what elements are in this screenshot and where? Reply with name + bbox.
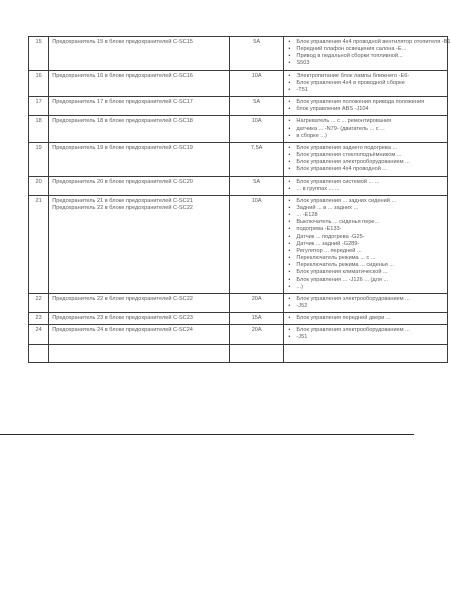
fuse-number: 16: [29, 70, 49, 96]
consumer-item: • Блок управления электрооборудованием ...: [296, 159, 444, 166]
consumer-item: • ...): [296, 284, 444, 291]
consumer-item: • Блок управления ... задних сидений ...: [296, 198, 444, 205]
consumer-item: • Блок управления ... -J126 ... (для ...: [296, 277, 444, 284]
fuse-amperage: 7,5A: [229, 142, 284, 176]
fuse-amperage: 10A: [229, 195, 284, 293]
fuse-number: 17: [29, 97, 49, 116]
consumer-item: • Блок управления положения привода положения: [296, 99, 444, 106]
consumer-item: • Блок управления электрооборудованием ...: [296, 327, 444, 334]
fuse-amperage: 20A: [229, 325, 284, 344]
consumer-item: • датчика ... -N79- (двигатель ... с ...: [296, 126, 444, 133]
fuse-consumers: [284, 37, 451, 71]
consumer-item: • Блок управления электрооборудованием ...: [296, 296, 444, 303]
consumer-list: [287, 315, 444, 322]
consumer-item: • Привод в педальной сборки топливной...: [296, 53, 444, 60]
fuse-consumers: [284, 176, 448, 195]
fuse-consumers: [284, 142, 448, 176]
consumer-item: • S503: [296, 60, 444, 67]
fuse-number: 19: [29, 142, 49, 176]
consumer-list: [287, 179, 444, 193]
table-row: [29, 142, 448, 176]
consumer-item: • Блок управления системой ... ...: [296, 179, 444, 186]
empty-cell: [49, 344, 230, 362]
fuse-number: 23: [29, 313, 49, 325]
fuse-description: Предохранитель 18 в блоке предохранителей C-SC18: [49, 116, 230, 142]
empty-cell: [229, 344, 284, 362]
fuse-table: [28, 36, 451, 363]
consumer-item: • ... в группах ... ...: [296, 186, 444, 193]
consumer-item: • Блок управления 4x4 проводной вентилятор отопителя -B1: [296, 39, 444, 46]
consumer-item: • Передний плафон освещения салона -E...: [296, 46, 444, 53]
table-row: [29, 176, 448, 195]
table-row: [29, 70, 448, 96]
consumer-list: [287, 73, 444, 94]
consumer-item: • в сборке ...): [296, 133, 444, 140]
page-divider-rule: [0, 434, 414, 435]
fuse-consumers: [284, 195, 448, 293]
consumer-list: [287, 118, 444, 139]
fuse-number: 15: [29, 37, 49, 71]
consumer-item: • ... -E128: [296, 212, 444, 219]
fuse-description: Предохранитель 17 в блоке предохранителей C-SC17: [49, 97, 230, 116]
fuse-table-body: [29, 37, 451, 363]
consumer-item: • Блок управления 4x4 проводной ...: [296, 166, 444, 173]
fuse-number: 21: [29, 195, 49, 293]
fuse-amperage: 10A: [229, 70, 284, 96]
consumer-item: • Нагреватель ... с ... ремонтирования: [296, 118, 444, 125]
consumer-item: • Датчик ... задний -G289-: [296, 241, 444, 248]
consumer-item: • Блок управления стеклоподъёмником ...: [296, 152, 444, 159]
fuse-consumers: [284, 293, 448, 312]
fuse-consumers: [284, 97, 448, 116]
fuse-amperage: 15A: [229, 313, 284, 325]
consumer-list: [287, 296, 444, 310]
consumer-item: • Задний ... в ... задних ...: [296, 205, 444, 212]
fuse-description: Предохранитель 23 в блоке предохранителей C-SC23: [49, 313, 230, 325]
empty-cell: [284, 344, 448, 362]
consumer-item: • подогрева -E133-: [296, 226, 444, 233]
fuse-description: Предохранитель 16 в блоке предохранителей C-SC16: [49, 70, 230, 96]
consumer-item: • Датчик ... подогрева -G25-: [296, 234, 444, 241]
consumer-item: • Переключатель режима ... сиденья ...: [296, 262, 444, 269]
fuse-amperage: 10A: [229, 116, 284, 142]
table-row: [29, 325, 448, 344]
consumer-item: • Переключатель режима ... с ...: [296, 255, 444, 262]
table-row: [29, 37, 448, 71]
consumer-list: [287, 145, 444, 174]
fuse-description: Предохранитель 19 в блоке предохранителей C-SC19: [49, 142, 230, 176]
consumer-list: [287, 99, 444, 113]
fuse-description: Предохранитель 24 в блоке предохранителей C-SC24: [49, 325, 230, 344]
table-row: [29, 97, 448, 116]
table-row: [29, 293, 448, 312]
fuse-description: Предохранитель 21 в блоке предохранителей C-SC21 Предохранитель 22 в блоке предохранителей C-SC22: [49, 195, 230, 293]
table-row: [29, 344, 448, 362]
empty-cell: [29, 344, 49, 362]
fuse-number: 20: [29, 176, 49, 195]
table-row: [29, 195, 448, 293]
consumer-item: • Блок управления 4x4 в проводной сборке: [296, 80, 444, 87]
consumer-list: [287, 327, 444, 341]
consumer-item: • -T51: [296, 87, 444, 94]
fuse-amperage: 20A: [229, 293, 284, 312]
fuse-description: Предохранитель 22 в блоке предохранителей C-SC22: [49, 293, 230, 312]
table-row: [29, 116, 448, 142]
table-row: [29, 313, 448, 325]
fuse-number: 18: [29, 116, 49, 142]
fuse-number: 24: [29, 325, 49, 344]
fuse-consumers: [284, 70, 448, 96]
consumer-item: • Электропитание блок лампы ближнего -E6-: [296, 73, 444, 80]
fuse-amperage: 5A: [229, 37, 284, 71]
fuse-amperage: 5A: [229, 176, 284, 195]
fuse-description: Предохранитель 20 в блоке предохранителей C-SC20: [49, 176, 230, 195]
fuse-number: 22: [29, 293, 49, 312]
consumer-item: • блок управления ABS -J104: [296, 106, 444, 113]
consumer-item: • Блок управления передней двери ...: [296, 315, 444, 322]
fuse-consumers: [284, 325, 448, 344]
consumer-item: • Блок управления климатической ...: [296, 269, 444, 276]
fuse-description: Предохранитель 15 в блоке предохранителей C-SC15: [49, 37, 230, 71]
consumer-item: • Блок управления заднего подогрева ...: [296, 145, 444, 152]
consumer-list: [287, 39, 451, 68]
consumer-list: [287, 198, 444, 291]
consumer-item: • -J51: [296, 334, 444, 341]
consumer-item: • -J52: [296, 303, 444, 310]
consumer-item: • Регулятор ... передней ...: [296, 248, 444, 255]
fuse-consumers: [284, 116, 448, 142]
fuse-amperage: 5A: [229, 97, 284, 116]
fuse-consumers: [284, 313, 448, 325]
consumer-item: • Выключатель ... сиденья пере...: [296, 219, 444, 226]
